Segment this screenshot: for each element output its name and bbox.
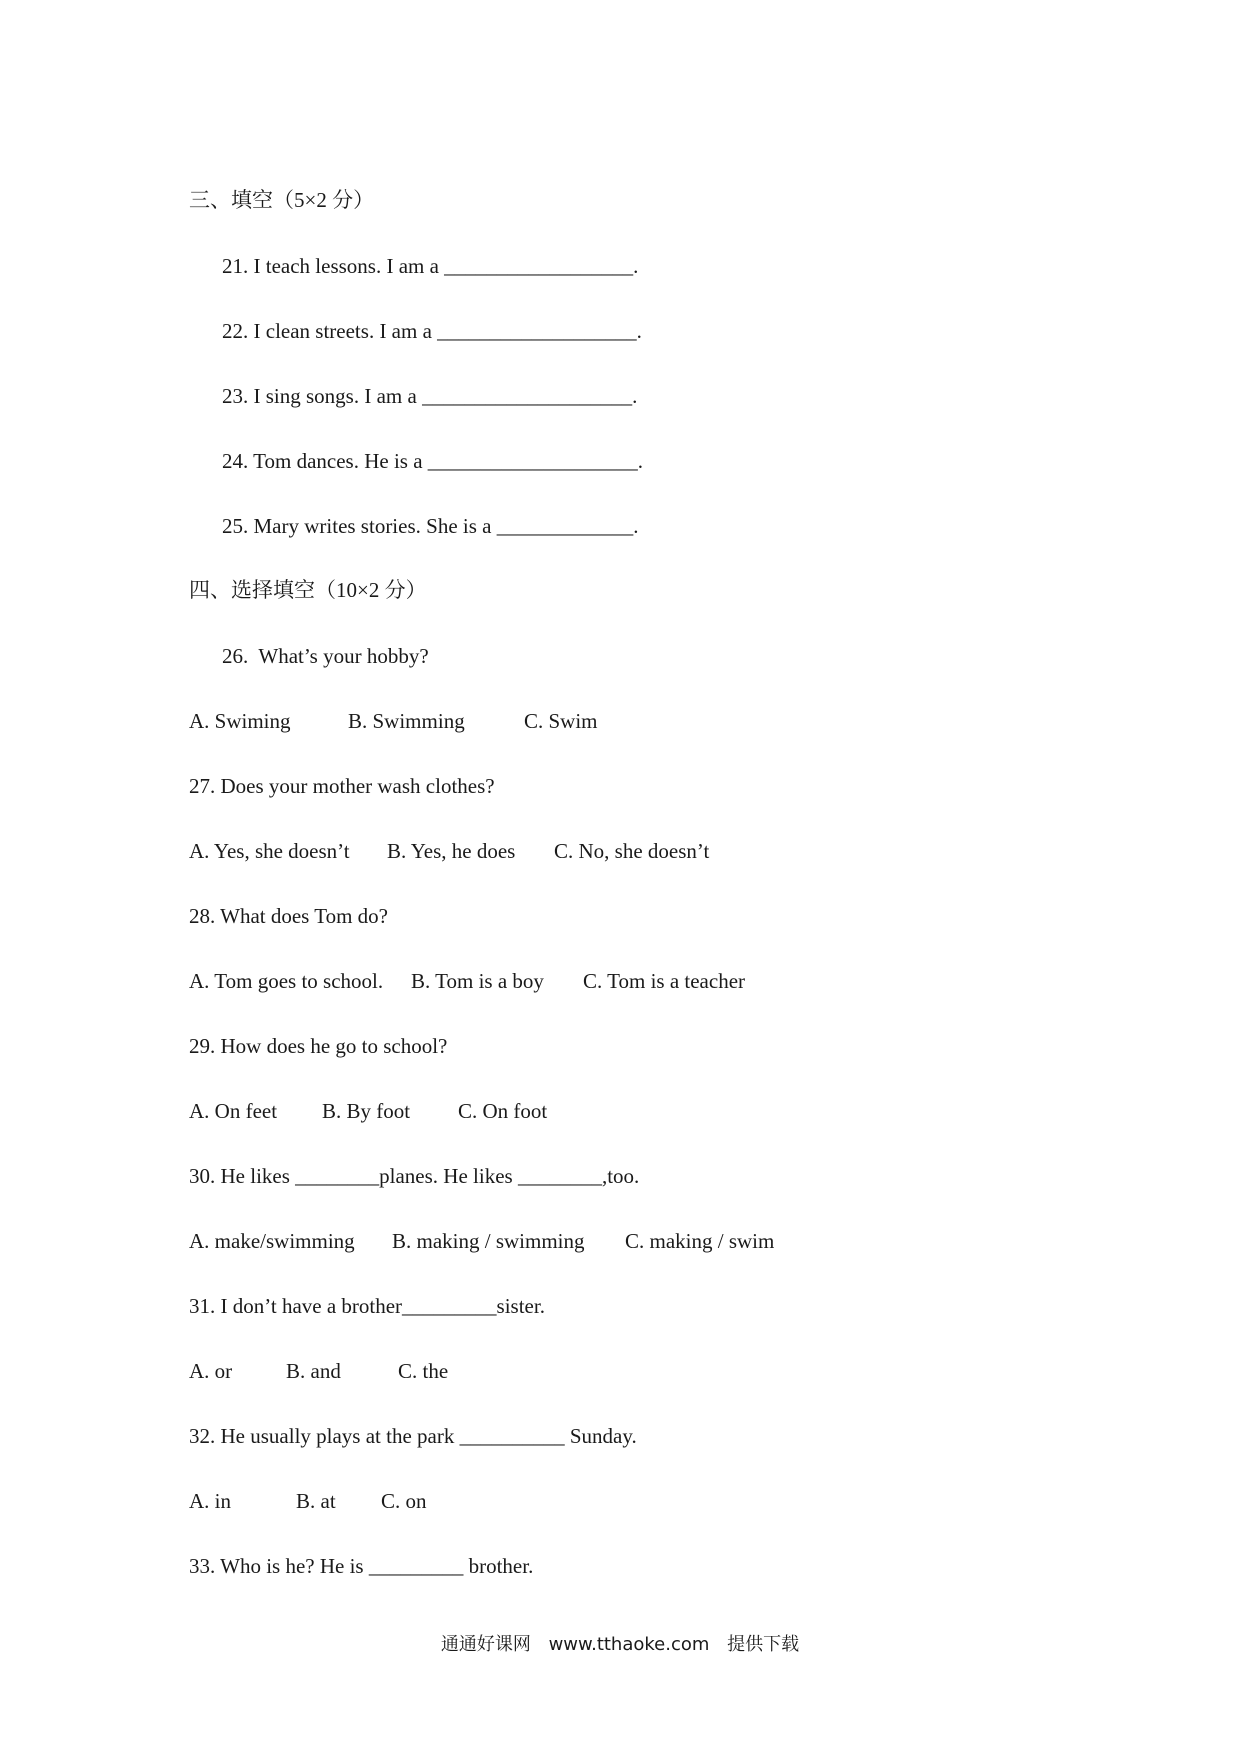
option-a: A. Tom goes to school. [189,969,384,993]
option-c: C. the [398,1359,449,1383]
option-c: C. making / swim [625,1229,775,1253]
fill-item-21: 21. I teach lessons. I am a __________________. [222,254,639,278]
question-27: 27. Does your mother wash clothes? [189,774,495,798]
option-a: A. or [189,1359,233,1383]
option-a: A. in [189,1489,231,1513]
option-c: C. on [381,1489,427,1513]
option-b: B. Swimming [348,709,465,733]
option-a: A. On feet [189,1099,278,1123]
option-b: B. and [286,1359,341,1383]
option-a: A. make/swimming [189,1229,355,1253]
footer-url: www.tthaoke.com [548,1634,710,1655]
question-33: 33. Who is he? He is _________ brother. [189,1554,534,1578]
option-c: C. Tom is a teacher [583,969,746,993]
question-30: 30. He likes ________planes. He likes ________,too. [189,1164,640,1188]
section-3-title: 三、填空（5×2 分） [189,188,375,212]
section-4-title: 四、选择填空（10×2 分） [189,578,427,602]
fill-item-23: 23. I sing songs. I am a ____________________. [222,384,638,408]
option-c: C. On foot [458,1099,548,1123]
question-31: 31. I don’t have a brother_________sister. [189,1294,545,1318]
page-footer [0,1630,1240,1656]
option-b: B. Yes, he does [387,839,516,863]
fill-item-22: 22. I clean streets. I am a ___________________. [222,319,642,343]
footer-site-name: 通通好课网 [440,1634,531,1655]
option-b: B. Tom is a boy [411,969,544,993]
question-28: 28. What does Tom do? [189,904,388,928]
footer-suffix: 提供下载 [727,1634,800,1655]
fill-item-25: 25. Mary writes stories. She is a _____________. [222,514,639,538]
question-29: 29. How does he go to school? [189,1034,448,1058]
option-a: A. Yes, she doesn’t [189,839,350,863]
option-c: C. No, she doesn’t [554,839,710,863]
option-b: B. By foot [322,1099,411,1123]
option-b: B. at [296,1489,336,1513]
question-32: 32. He usually plays at the park __________ Sunday. [189,1424,637,1448]
question-26: 26. What’s your hobby? [222,644,429,668]
option-a: A. Swiming [189,709,291,733]
fill-item-24: 24. Tom dances. He is a ____________________. [222,449,644,473]
option-c: C. Swim [524,709,598,733]
option-b: B. making / swimming [392,1229,585,1253]
